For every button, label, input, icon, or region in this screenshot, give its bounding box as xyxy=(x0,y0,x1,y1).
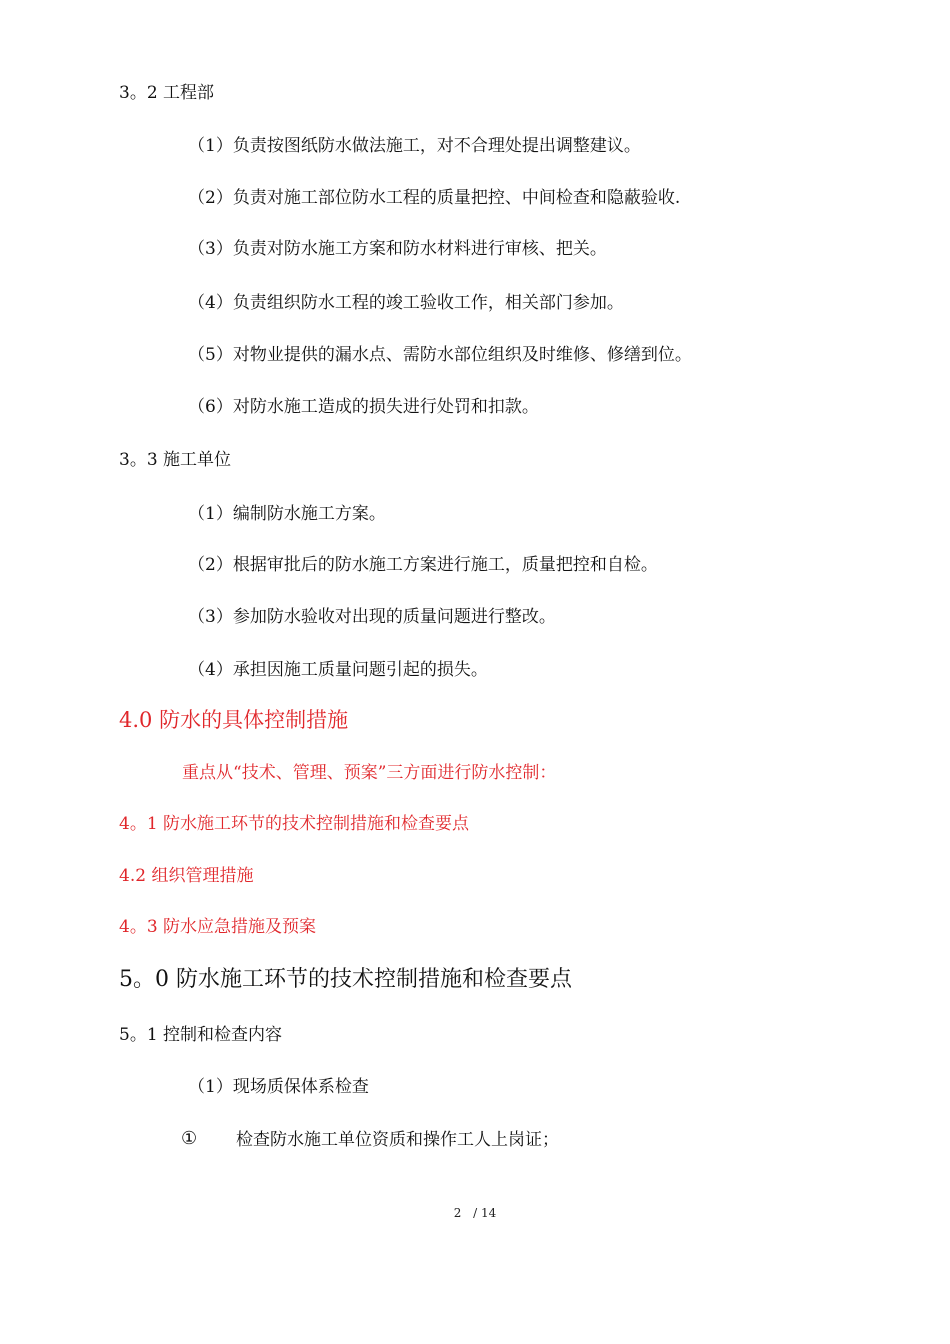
s51-item-1: （1）现场质保体系检查 xyxy=(188,1077,369,1097)
page-total: / 14 xyxy=(473,1206,497,1220)
section-4-3-heading: 4。3 防水应急措施及预案 xyxy=(119,917,317,937)
s32-item-5: （5）对物业提供的漏水点、需防水部位组织及时维修、修缮到位。 xyxy=(188,345,692,365)
section-4-0-heading: 4.0 防水的具体控制措施 xyxy=(119,708,349,732)
s33-item-2: （2）根据审批后的防水施工方案进行施工，质量把控和自检。 xyxy=(188,555,658,575)
s33-item-3: （3）参加防水验收对出现的质量问题进行整改。 xyxy=(188,607,556,627)
circled-number-one: ① xyxy=(181,1128,198,1149)
s33-item-1: （1）编制防水施工方案。 xyxy=(188,504,386,524)
section-5-1-heading: 5。1 控制和检查内容 xyxy=(119,1025,283,1045)
s51-sub-item-1: 检查防水施工单位资质和操作工人上岗证； xyxy=(236,1130,559,1150)
section-4-1-heading: 4。1 防水施工环节的技术控制措施和检查要点 xyxy=(119,814,470,834)
s32-item-3: （3）负责对防水施工方案和防水材料进行审核、把关。 xyxy=(188,239,607,259)
section-4-2-heading: 4.2 组织管理措施 xyxy=(119,866,254,886)
page-footer xyxy=(0,1206,950,1220)
page-number: 2 xyxy=(453,1206,462,1220)
section-3-3-heading: 3。3 施工单位 xyxy=(119,450,232,470)
s33-item-4: （4）承担因施工质量问题引起的损失。 xyxy=(188,660,488,680)
section-4-0-intro: 重点从“技术、管理、预案”三方面进行防水控制： xyxy=(182,763,557,783)
s32-item-4: （4）负责组织防水工程的竣工验收工作，相关部门参加。 xyxy=(188,293,624,313)
s32-item-1: （1）负责按图纸防水做法施工，对不合理处提出调整建议。 xyxy=(188,136,641,156)
s32-item-2: （2）负责对施工部位防水工程的质量把控、中间检查和隐蔽验收. xyxy=(188,188,681,208)
section-3-2-heading: 3。2 工程部 xyxy=(119,83,215,103)
section-5-0-heading: 5。0 防水施工环节的技术控制措施和检查要点 xyxy=(119,967,572,992)
s32-item-6: （6）对防水施工造成的损失进行处罚和扣款。 xyxy=(188,397,539,417)
